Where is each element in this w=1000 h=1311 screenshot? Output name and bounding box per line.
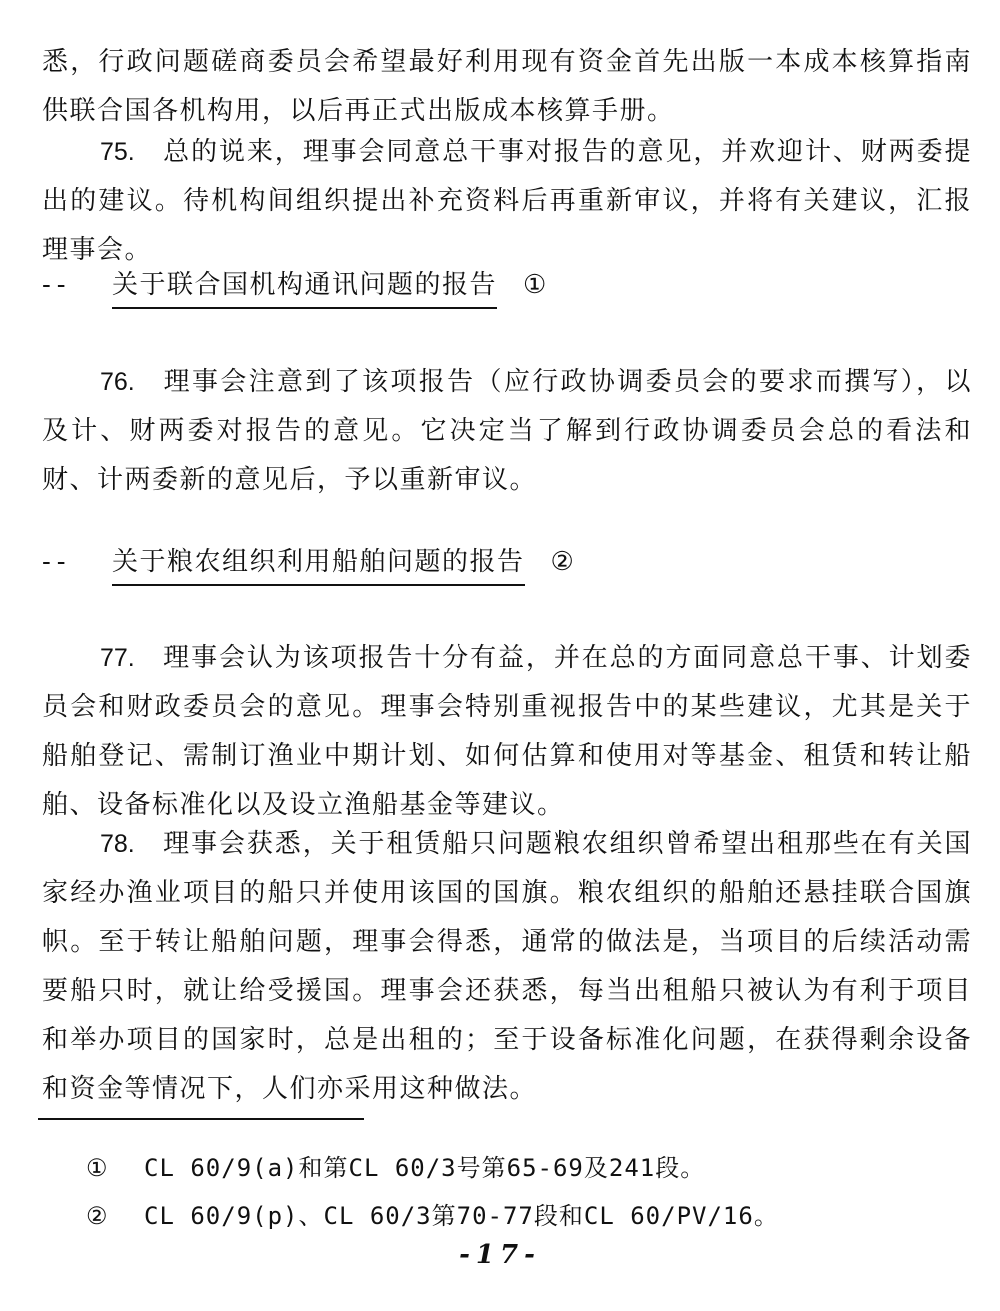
page-number: -17- bbox=[459, 1240, 541, 1270]
paragraph-text: 理事会认为该项报告十分有益，并在总的方面同意总干事、计划委员会和财政委员会的意见。理事会特别重视报告中的某些建议，尤其是关于船舶登记、需制订渔业中期计划、如何估算和使用对等基金、租赁和转让船舶、设备标准化以及设立渔船基金等建议。 bbox=[42, 643, 972, 820]
paragraph-number: 76. bbox=[100, 368, 135, 396]
intro-paragraph bbox=[42, 38, 972, 136]
paragraph-75 bbox=[42, 128, 972, 275]
heading-title: 关于粮农组织利用船舶问题的报告 bbox=[112, 541, 525, 586]
paragraph-text: 总的说来，理事会同意总干事对报告的意见，并欢迎计、财两委提出的建议。待机构间组织提出补充资料后再重新审议，并将有关建议，汇报理事会。 bbox=[42, 137, 972, 265]
heading-dash: -- bbox=[42, 547, 72, 577]
footnote-text: CL 60/9(a)和第CL 60/3号第65-69及241段。 bbox=[144, 1154, 706, 1182]
footnote-2 bbox=[86, 1196, 779, 1231]
paragraph-76 bbox=[42, 358, 972, 505]
footnote-1 bbox=[86, 1148, 705, 1183]
heading-dash: -- bbox=[42, 270, 72, 300]
footnote-marker: ② bbox=[550, 547, 576, 577]
footnote-mark: ② bbox=[86, 1202, 109, 1230]
footnote-separator bbox=[38, 1118, 364, 1120]
paragraph-77 bbox=[42, 634, 972, 830]
section-heading-communications bbox=[42, 264, 548, 308]
footnote-text: CL 60/9(p)、CL 60/3第70-77段和CL 60/PV/16。 bbox=[144, 1202, 779, 1230]
paragraph-number: 78. bbox=[100, 830, 135, 858]
section-heading-vessels bbox=[42, 541, 575, 585]
paragraph-78 bbox=[42, 820, 972, 1114]
paragraph-number: 75. bbox=[100, 138, 135, 166]
paragraph-text: 理事会获悉，关于租赁船只问题粮农组织曾希望出租那些在有关国家经办渔业项目的船只并使用该国的国旗。粮农组织的船舶还悬挂联合国旗帜。至于转让船舶问题，理事会得悉，通常的做法是，当项目的后续活动需要船只时，就让给受援国。理事会还获悉，每当出租船只被认为有利于项目和举办项目的国家时，总是出租的；至于设备标准化问题，在获得剩余设备和资金等情况下，人们亦采用这种做法。 bbox=[42, 829, 972, 1104]
intro-text: 悉，行政问题磋商委员会希望最好利用现有资金首先出版一本成本核算指南供联合国各机构用，以后再正式出版成本核算手册。 bbox=[42, 47, 972, 126]
footnote-marker: ① bbox=[523, 270, 548, 300]
paragraph-number: 77. bbox=[100, 644, 135, 672]
paragraph-text: 理事会注意到了该项报告（应行政协调委员会的要求而撰写），以及计、财两委对报告的意见。它决定当了解到行政协调委员会总的看法和财、计两委新的意见后，予以重新审议。 bbox=[42, 367, 972, 495]
footnote-mark: ① bbox=[86, 1154, 109, 1182]
heading-title: 关于联合国机构通讯问题的报告 bbox=[112, 264, 497, 309]
